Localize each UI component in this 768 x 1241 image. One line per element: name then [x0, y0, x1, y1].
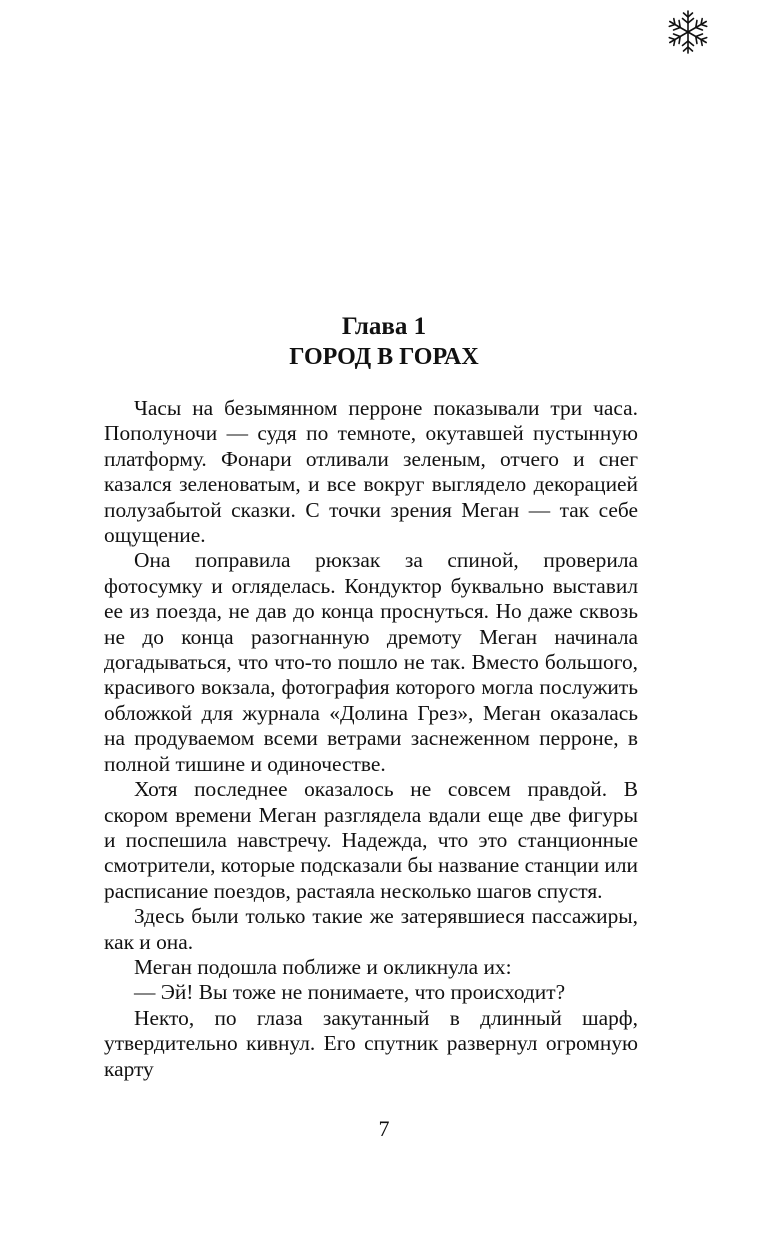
dialogue-line: — Эй! Вы тоже не понимаете, что происходит?: [134, 980, 566, 1005]
paragraph: Меган подошла поближе и окликнула их:: [134, 954, 512, 979]
paragraph: Она поправила рюкзак за спиной, проверила фотосумку и огляделась. Кондуктор буквально выставил ее из поезда, не дав до конца проснуться. Но даже сквозь не до конца разогнанную дремоту Меган начинала догадываться, что что-то пошло не так. Вместо большого, красивого вокзала, фотография которого могла послужить обложкой для журнала «Долина Грез», Меган оказалась на продуваемом всеми ветрами заснеженном перроне, в полной тишине и одиночестве.: [104, 548, 638, 776]
chapter-number: Глава 1: [341, 313, 427, 340]
body-text: [104, 396, 638, 1082]
snowflake-icon: [664, 8, 712, 56]
paragraph: Часы на безымянном перроне показывали три часа. Пополуночи — судя по темноте, окутавшей пустынную платформу. Фонари отливали зеленым, отчего и снег казался зеленоватым, и все вокруг выглядело декорацией полузабытой сказки. С точки зрения Меган — так себе ощущение.: [104, 396, 638, 548]
page-number: 7: [378, 1116, 390, 1141]
chapter-title: ГОРОД В ГОРАХ: [289, 344, 479, 370]
paragraph: Хотя последнее оказалось не совсем правдой. В скором времени Меган разглядела вдали еще две фигуры и поспешила навстречу. Надежда, что это станционные смотрители, которые подсказали бы название станции или расписание поездов, растаяла несколько шагов спустя.: [104, 777, 638, 903]
paragraph: Некто, по глаза закутанный в длинный шарф, утвердительно кивнул. Его спутник развернул огромную карту: [104, 1005, 638, 1081]
chapter-heading: [0, 311, 768, 373]
paragraph: Здесь были только такие же затерявшиеся пассажиры, как и она.: [104, 904, 638, 954]
